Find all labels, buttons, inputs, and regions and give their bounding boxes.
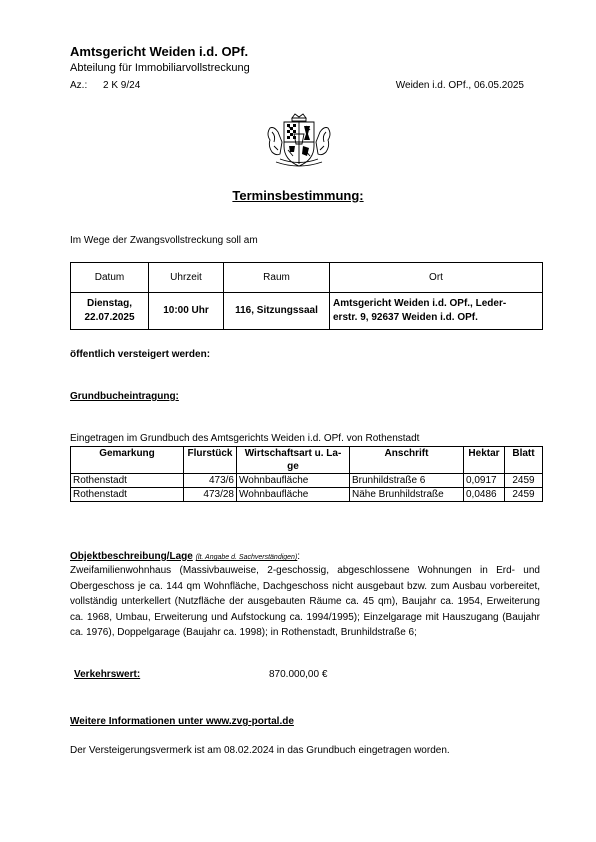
col-flurstueck: Flurstück: [184, 447, 237, 474]
more-info-link[interactable]: Weitere Informationen unter www.zvg-portal.de: [70, 716, 294, 727]
col-raum: Raum: [224, 263, 330, 293]
valuation-label: Verkehrswert:: [74, 669, 141, 680]
appointment-time: 10:00 Uhr: [149, 293, 224, 330]
col-gemarkung: Gemarkung: [71, 447, 184, 474]
valuation-value: 870.000,00 €: [269, 669, 328, 680]
bavarian-coat-of-arms-icon: [262, 112, 336, 170]
table-row: Rothenstadt 473/28 Wohnbaufläche Nähe Brunhildstraße 0,0486 2459: [71, 488, 543, 502]
grundbuch-intro: Eingetragen im Grundbuch des Amtsgerichts Weiden i.d. OPf. von Rothenstadt: [70, 433, 420, 444]
table-row: Rothenstadt 473/6 Wohnbaufläche Brunhildstraße 6 0,0917 2459: [71, 474, 543, 488]
registration-note: Der Versteigerungsvermerk ist am 08.02.2024 in das Grundbuch eingetragen worden.: [70, 745, 450, 756]
place-date: Weiden i.d. OPf., 06.05.2025: [395, 80, 524, 91]
col-anschrift: Anschrift: [350, 447, 464, 474]
intro-text: Im Wege der Zwangsvollstreckung soll am: [70, 235, 258, 246]
col-wirtschaftsart: Wirtschaftsart u. La- ge: [237, 447, 350, 474]
appointment-place: Amtsgericht Weiden i.d. OPf., Leder- erstr. 9, 92637 Weiden i.d. OPf.: [330, 293, 543, 330]
col-blatt: Blatt: [505, 447, 543, 474]
case-number: 2 K 9/24: [103, 80, 141, 91]
appointment-date: Dienstag, 22.07.2025: [71, 293, 149, 330]
appointment-room: 116, Sitzungssaal: [224, 293, 330, 330]
col-datum: Datum: [71, 263, 149, 293]
court-name: Amtsgericht Weiden i.d. OPf.: [70, 44, 249, 59]
object-heading-note: (lt. Angabe d. Sachverständigen): [195, 554, 298, 561]
col-uhrzeit: Uhrzeit: [149, 263, 224, 293]
department: Abteilung für Immobiliarvollstreckung: [70, 62, 250, 74]
col-ort: Ort: [330, 263, 543, 293]
object-heading: Objektbeschreibung/Lage (lt. Angabe d. Sachverständigen):: [70, 551, 301, 562]
page-title: Terminsbestimmung:: [232, 188, 364, 203]
col-hektar: Hektar: [464, 447, 505, 474]
case-number-label: Az.:: [70, 80, 88, 91]
grundbuch-heading: Grundbucheintragung:: [70, 391, 179, 402]
auction-text: öffentlich versteigert werden:: [70, 349, 211, 360]
object-description: Zweifamilienwohnhaus (Massivbauweise, 2-geschossig, abgeschlossene Wohnungen in Erd- und Obergeschoss je ca. 144 qm Wohnfläche, Dachgeschoss nicht ausgebaut bzw. zum Ausbau vorbereitet, vollständig unterkellert (Nutzfläche der ausgebauten Räume ca. 45 qm), Baujahr ca. 1954, Erweiterung ca. 1968, Umbau, Erweiterung und Aufstockung ca. 1994/1995); Einzelgarage mit Hauszugang (Baujahr ca. 1976), Doppelgarage (Baujahr ca. 1998); in Rothenstadt, Brunhildstraße 6;: [70, 565, 540, 638]
appointment-table: [70, 262, 543, 330]
grundbuch-table: [70, 446, 543, 502]
